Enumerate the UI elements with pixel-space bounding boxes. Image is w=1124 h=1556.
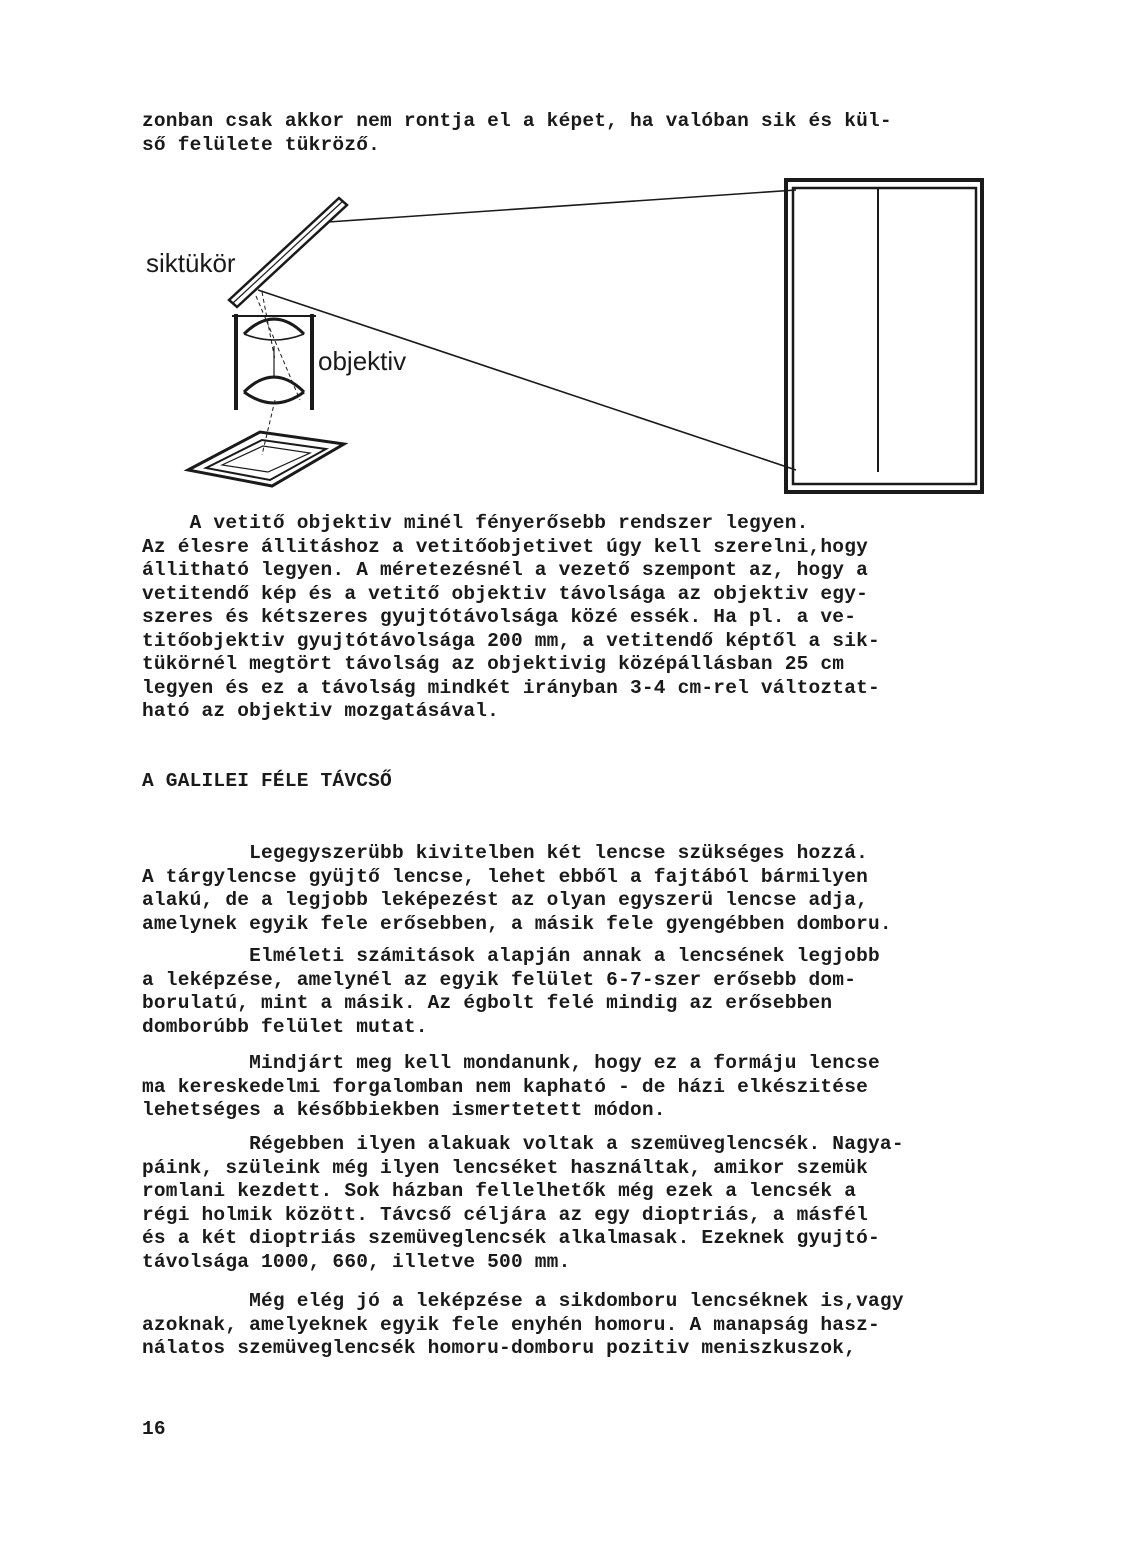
mirror-label: siktükör: [146, 248, 236, 278]
page-number: 16: [142, 1418, 166, 1440]
projection-diagram: [0, 0, 1124, 520]
body-paragraph: Elméleti számitások alapján annak a lencsének legjobb a leképzése, amelynél az egyik felület 6-7-szer erősebb dom- borulatú, mint a másik. Az égbolt felé mindig az erősebben domborúbb felület mutat.: [142, 945, 880, 1038]
body-paragraph: Legegyszerübb kivitelben két lencse szükséges hozzá. A tárgylencse gyüjtő lencse, lehet ebből a fajtából bármilyen alakú, de a legjobb leképezést az olyan egyszerü lencse adja, amelynek egyik fele erősebben, a másik fele gyengébben domboru.: [142, 842, 892, 935]
projection-screen: [786, 180, 982, 492]
light-rays: [256, 190, 796, 470]
body-paragraph: Régebben ilyen alakuak voltak a szemüveglencsék. Nagya- páink, szüleink még ilyen lencséket használtak, amikor szemük romlani kezdett. Sok házban fellelhetők még ezek a lencsék a régi holmik között. Távcső céljára az egy dioptriás, a másfél és a két dioptriás szemüveglencsék alkalmasak. Ezeknek gyujtó- távolsága 1000, 660, illetve 500 mm.: [142, 1133, 904, 1273]
section-heading: A GALILEI FÉLE TÁVCSŐ: [142, 770, 392, 792]
projected-slide: [188, 432, 344, 486]
body-paragraph: Mindjárt meg kell mondanunk, hogy ez a formáju lencse ma kereskedelmi forgalomban nem kapható - de házi elkészitése lehetséges a későbbiekben ismertetett módon.: [142, 1052, 880, 1121]
objective-paragraph: A vetitő objektiv minél fényerősebb rendszer legyen. Az élesre állitáshoz a vetitőobjetivet úgy kell szerelni,hogy állitható legyen. A méretezésnél a vezető szempont az, hogy a vetitendő kép és a vetitő objektiv távolsága az objektiv egy- szeres és kétszeres gyujtótávolsága közé essék. Ha pl. a ve- titőobjektiv gyujtótávolsága 200 mm, a vetitendő képtől a sik- tükörnél megtört távolság az objektivig középállásban 25 cm legyen és ez a távolság mindkét irányban 3-4 cm-rel változtat- ható az objektiv mozgatásával.: [142, 512, 880, 722]
plane-mirror: [229, 198, 347, 307]
intro-text: zonban csak akkor nem rontja el a képet, ha valóban sik és kül- ső felülete tükröző.: [142, 110, 892, 156]
objective-label: objektiv: [318, 346, 407, 376]
objective-lens: [232, 314, 316, 410]
body-paragraph: Még elég jó a leképzése a sikdomboru lencséknek is,vagy azoknak, amelyeknek egyik fele enyhén homoru. A manapság hasz- nálatos szemüveglencsék homoru-domboru pozitiv meniszkuszok,: [142, 1290, 904, 1359]
